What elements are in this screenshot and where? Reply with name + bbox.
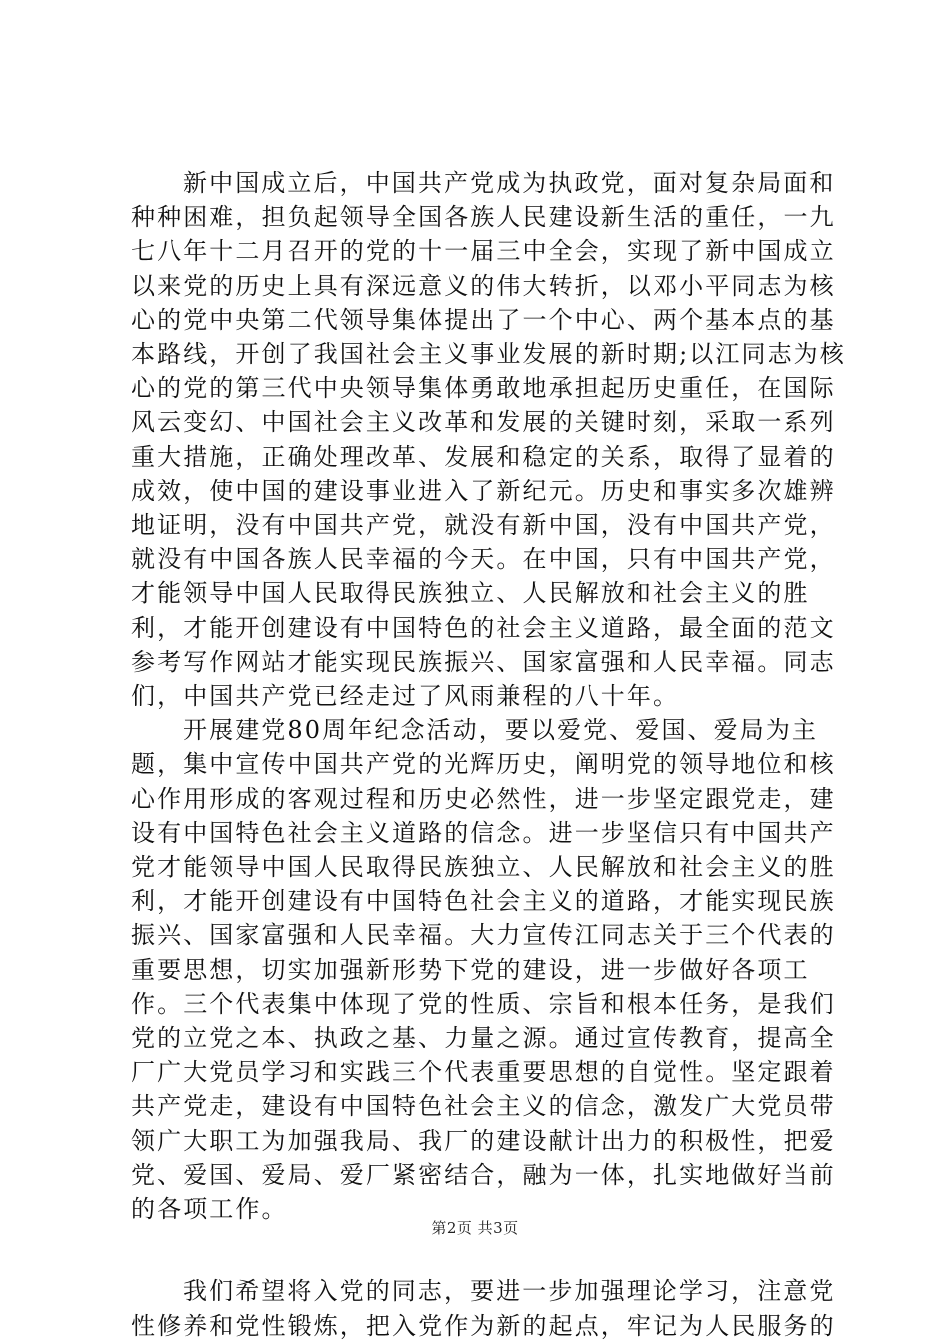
paragraph-founding-history: 新中国成立后，中国共产党成为执政党，面对复杂局面和种种困难，担负起领导全国各族人民建设新生活的重任，一九七八年十二月召开的党的十一届三中全会，实现了新中国成立以来党的历史上具有深远意义的伟大转折，以邓小平同志为核心的党中央第二代领导集体提出了一个中心、两个基本点的基本路线，开创了我国社会主义事业发展的新时期;以江同志为核心的党的第三代中央领导集体勇敢地承担起历史重任，在国际风云变幻、中国社会主义改革和发展的关键时刻，采取一系列重大措施，正确处理改革、发展和稳定的关系，取得了显着的成效，使中国的建设事业进入了新纪元。历史和事实多次雄辨地证明，没有中国共产党，就没有新中国，没有中国共产党，就没有中国各族人民幸福的今天。在中国，只有中国共产党，才能领导中国人民取得民族独立、人民解放和社会主义的胜利，才能开创建设有中国特色的社会主义道路，最全面的范文参考写作网站才能实现民族振兴、国家富强和人民幸福。同志们，中国共产党已经走过了风雨兼程的八十年。 bbox=[131, 169, 846, 711]
document-body bbox=[131, 166, 861, 1343]
page-number-footer: 第2页 共3页 bbox=[431, 1219, 519, 1237]
paragraph-new-members: 我们希望将入党的同志，要进一步加强理论学习，注意党性修养和党性锻炼，把入党作为新的起点，牢记为人民服务的 bbox=[131, 1277, 836, 1340]
paragraph-anniversary-activities: 开展建党80周年纪念活动，要以爱党、爱国、爱局为主题，集中宣传中国共产党的光辉历史，阐明党的领导地位和核心作用形成的客观过程和历史必然性，进一步坚定跟党走，建设有中国特色社会主义道路的信念。进一步坚信只有中国共产党才能领导中国人民取得民族独立、人民解放和社会主义的胜利，才能开创建设有中国特色社会主义的道路，才能实现民族振兴、国家富强和人民幸福。大力宣传江同志关于三个代表的重要思想，切实加强新形势下党的建设，进一步做好各项工作。三个代表集中体现了党的性质、宗旨和根本任务，是我们党的立党之本、执政之基、力量之源。通过宣传教育，提高全厂广大党员学习和实践三个代表重要思想的自觉性。坚定跟着共产党走，建设有中国特色社会主义的信念，激发广大党员带领广大职工为加强我局、我厂的建设献计出力的积极性，把爱党、爱国、爱局、爱厂紧密结合，融为一体，扎实地做好当前的各项工作。 bbox=[131, 716, 836, 1224]
